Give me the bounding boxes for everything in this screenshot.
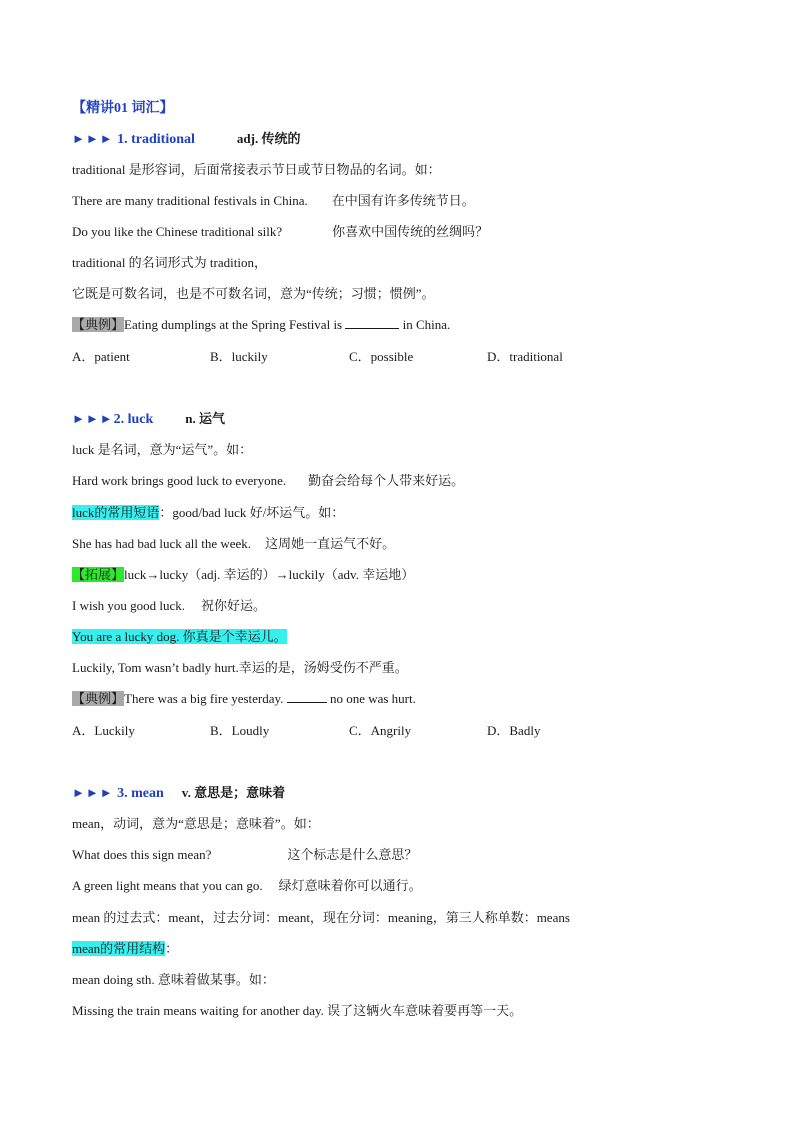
entry-1-noun-desc: 它既是可数名词，也是不可数名词，意为“传统；习惯；惯例”。 [72, 286, 435, 301]
section-title: 【精讲01 词汇】 [72, 101, 174, 116]
choice-b: B．luckily [210, 349, 268, 364]
entry-3-intro: mean，动词，意为“意思是；意味着”。如： [72, 816, 320, 831]
exercise-text-after: in China. [399, 317, 451, 332]
entry-3-forms: mean 的过去式：meant，过去分词：meant，现在分词：meaning，第三人称单数：means [72, 910, 570, 925]
entry-1-heading [72, 130, 300, 149]
entry-2-example-5: Luckily, Tom wasn’t badly hurt.幸运的是，汤姆受伤不严重。 [72, 660, 408, 675]
example-zh: 祝你好运。 [201, 598, 267, 613]
exercise-text-before: Eating dumplings at the Spring Festival is [124, 317, 346, 332]
entry-2-pos: n. 运气 [185, 411, 226, 426]
structure-rest: ： [165, 941, 179, 956]
example-en: A green light means that you can go. [72, 878, 263, 893]
entry-1-example-1 [72, 192, 475, 210]
arrow-bullet-icon: ►►► [72, 411, 114, 426]
example-zh: 勤奋会给每个人带来好运。 [308, 473, 465, 488]
entry-1-noun-form: traditional 的名词形式为 tradition， [72, 255, 267, 270]
entry-1-exercise [72, 316, 450, 334]
entry-1-pos: adj. 传统的 [236, 131, 301, 146]
choice-c: C．Angrily [349, 723, 412, 738]
entry-1-example-2 [72, 223, 488, 241]
example-zh: 在中国有许多传统节日。 [331, 193, 475, 208]
structure-word: mean [72, 941, 101, 956]
arrow-bullet-icon: ►►► [72, 785, 114, 800]
entry-3-word: 3. mean [113, 786, 164, 801]
entry-2-example-1 [72, 472, 464, 490]
choice-a: A．Luckily [72, 723, 135, 738]
choice-d: D．Badly [487, 723, 541, 738]
choice-b: B．Loudly [210, 723, 270, 738]
phrase-rest: ：good/bad luck 好/坏运气。如： [159, 505, 345, 520]
entry-1-intro: traditional 是形容词，后面常接表示节日或节日物品的名词。如： [72, 162, 441, 177]
entry-3-structure [72, 940, 178, 958]
entry-3-example-1 [72, 846, 417, 864]
entry-2-expand [72, 566, 414, 584]
example-en: I wish you good luck. [72, 598, 186, 613]
example-tag: 【典例】 [72, 317, 125, 332]
example-zh: 这周她一直运气不好。 [265, 536, 396, 551]
entry-3-structure-line: mean doing sth. 意味着做某事。如： [72, 972, 275, 987]
choice-c: C．possible [349, 349, 414, 364]
entry-2-heading [72, 410, 225, 429]
answer-blank [345, 316, 399, 329]
structure-label: 的常用结构 [100, 941, 166, 956]
entry-2-phrase [72, 504, 344, 522]
arrow-bullet-icon: ►►► [72, 131, 114, 146]
exercise-text-after: no one was hurt. [326, 691, 416, 706]
example-tag: 【典例】 [72, 691, 125, 706]
expand-text: luck→lucky（adj. 幸运的）→luckily（adv. 幸运地） [124, 567, 415, 582]
entry-2-example-2 [72, 535, 395, 553]
phrase-word: luck [72, 505, 95, 520]
choice-a: A．patient [72, 349, 130, 364]
example-en: She has had bad luck all the week. [72, 536, 252, 551]
exercise-text-before: There was a big fire yesterday. [124, 691, 287, 706]
phrase-label: 的常用短语 [94, 505, 160, 520]
example-en: Hard work brings good luck to everyone. [72, 473, 287, 488]
entry-2-example-3 [72, 597, 266, 615]
highlighted-example: You are a lucky dog. 你真是个幸运儿。 [72, 629, 287, 644]
example-zh: 你喜欢中国传统的丝绸吗？ [332, 224, 489, 239]
entry-2-word: 2. luck [113, 412, 154, 427]
expand-tag: 【拓展】 [72, 567, 125, 582]
example-zh: 这个标志是什么意思？ [287, 847, 418, 862]
entry-3-pos: v. 意思是；意味着 [181, 785, 286, 800]
entry-3-example-2 [72, 877, 422, 895]
entry-2-example-4 [72, 628, 287, 646]
example-en: Do you like the Chinese traditional silk? [72, 224, 283, 239]
entry-2-intro: luck 是名词，意为“运气”。如： [72, 442, 253, 457]
entry-2-exercise [72, 690, 416, 708]
example-zh: 绿灯意味着你可以通行。 [278, 878, 422, 893]
example-en: There are many traditional festivals in China. [72, 193, 308, 208]
entry-3-example-3: Missing the train means waiting for another day. 误了这辆火车意味着要再等一天。 [72, 1003, 523, 1018]
entry-1-word: 1. traditional [113, 132, 195, 147]
example-en: What does this sign mean? [72, 847, 212, 862]
answer-blank [287, 690, 327, 703]
choice-d: D．traditional [487, 349, 563, 364]
entry-3-heading [72, 784, 285, 803]
